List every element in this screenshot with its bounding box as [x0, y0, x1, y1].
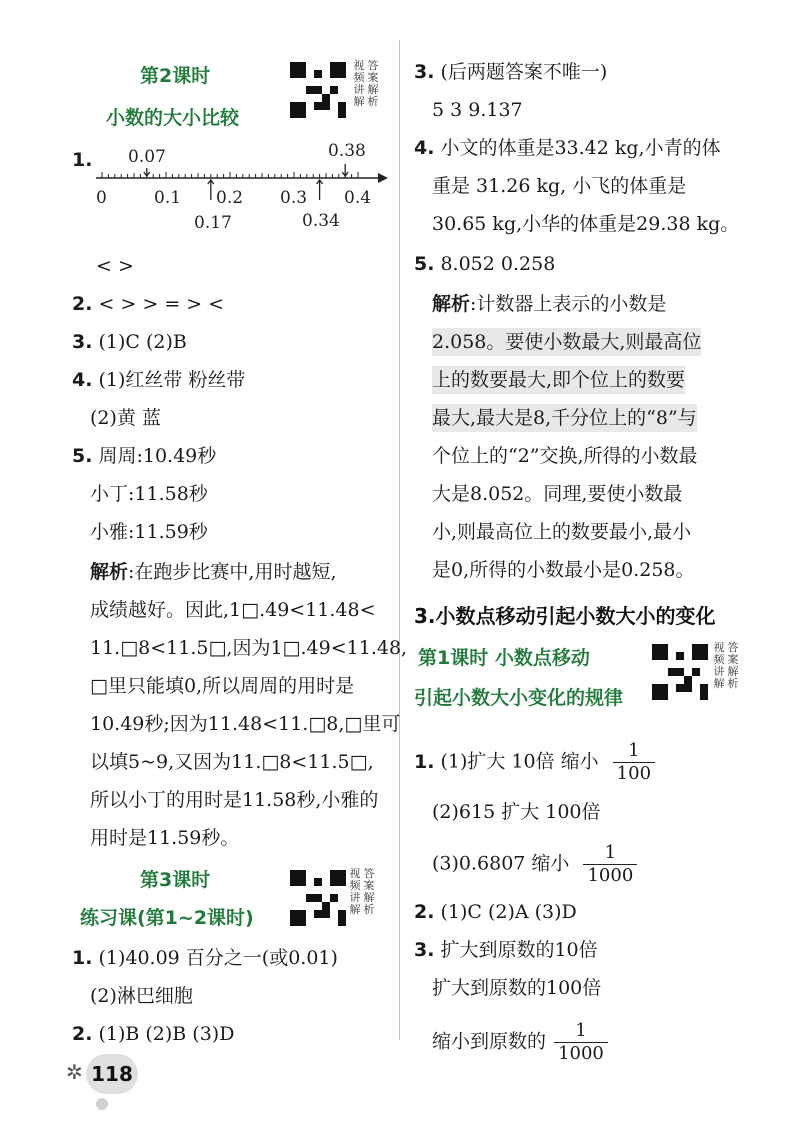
p2: 2. (1)B (2)B (3)D	[72, 1023, 235, 1045]
star-icon: ✲	[66, 1060, 83, 1084]
s3-line1: 3. 扩大到原数的10倍	[414, 939, 598, 961]
r-q3-line2: 5 3 9.137	[432, 99, 523, 121]
r-q5-analysis-2: 上的数要最大,即个位上的数要	[432, 366, 685, 394]
tick-label-0: 0	[96, 188, 107, 208]
label-below-1: 0.34	[302, 211, 340, 231]
label-above-1: 0.38	[328, 141, 366, 161]
r-q5-analysis-0: 解析:计数器上表示的小数是	[432, 293, 667, 315]
lesson3-topic: 练习课(第1~2课时)	[80, 907, 254, 929]
tick-label-4: 0.4	[344, 188, 372, 208]
p1-line1: 1. (1)40.09 百分之一(或0.01)	[72, 947, 338, 969]
marker-0.34	[317, 180, 323, 200]
r-q4-line1: 4. 小文的体重是33.42 kg,小青的体	[414, 137, 721, 159]
label-above-0: 0.07	[128, 147, 166, 167]
fraction-1-100: $\frac{1}{100}$	[613, 740, 655, 785]
q4-line2: (2)黄 蓝	[90, 407, 161, 429]
qr-label: 视 答 频 案 讲 解 解 析	[713, 641, 739, 690]
marker-0.07	[144, 168, 150, 176]
r-q5-analysis-1: 2.058。要使小数最大,则最高位	[432, 328, 701, 356]
tick-label-2: 0.2	[216, 188, 244, 208]
lesson2-topic: 小数的大小比较	[106, 107, 240, 129]
section-title: 3.小数点移动引起小数大小的变化	[414, 604, 716, 628]
q5-analysis-6: 所以小丁的用时是11.58秒,小雅的	[90, 789, 379, 811]
column-divider	[399, 40, 400, 1040]
qr-label: 视 答 频 案 讲 解 解 析	[349, 867, 375, 916]
fraction-1-1000-b: $\frac{1}{1000}$	[554, 1020, 608, 1065]
r-q5-analysis-3: 最大,最大是8,千分位上的“8”与	[432, 404, 697, 432]
s1-line2: (2)615 扩大 100倍	[432, 801, 601, 823]
s1-line3: (3)0.6807 缩小 $\frac{1}{1000}$	[432, 842, 637, 887]
qr-code-icon[interactable]	[290, 62, 346, 118]
s3-line2: 扩大到原数的100倍	[432, 977, 602, 999]
q5-analysis-5: 以填5~9,又因为11.□8<11.5□,	[90, 751, 374, 773]
q5-line1: 5. 周周:10.49秒	[72, 445, 217, 467]
q2: 2. < > > = > <	[72, 293, 225, 315]
q5-analysis-4: 10.49秒;因为11.48<11.□8,□里可	[90, 713, 401, 735]
decorative-dot	[96, 1098, 108, 1110]
lesson1-title: 第1课时 小数点移动	[418, 647, 590, 669]
q3: 3. (1)C (2)B	[72, 331, 187, 353]
qr-code-icon[interactable]	[290, 870, 346, 926]
r-q3-line1: 3. (后两题答案不唯一)	[414, 61, 608, 83]
q5-analysis-0: 解析:在跑步比赛中,用时越短,	[90, 561, 337, 583]
q5-line3: 小雅:11.59秒	[90, 521, 208, 543]
p1-line2: (2)淋巴细胞	[90, 985, 193, 1007]
number-line	[92, 138, 392, 242]
qr-code-icon[interactable]	[652, 644, 708, 700]
q5-analysis-2: 11.□8<11.5□,因为1□.49<11.48,	[90, 637, 408, 659]
lesson3-title: 第3课时	[140, 869, 211, 891]
r-q5-analysis-4: 个位上的“2”交换,所得的小数最	[432, 445, 698, 467]
marker-0.17	[208, 180, 214, 200]
q5-line2: 小丁:11.58秒	[90, 483, 208, 505]
s2: 2. (1)C (2)A (3)D	[414, 901, 577, 923]
q1-answer: < >	[96, 255, 134, 277]
qr-label: 视 答 频 案 讲 解 解 析	[353, 59, 379, 108]
q5-analysis-1: 成绩越好。因此,1□.49<11.48<	[90, 599, 376, 621]
r-q5-analysis-5: 大是8.052。同理,要使小数最	[432, 483, 683, 505]
q5-analysis-3: □里只能填0,所以周周的用时是	[90, 675, 355, 697]
lesson1-title2: 引起小数大小变化的规律	[414, 687, 624, 709]
label-below-0: 0.17	[194, 213, 232, 233]
q4-line1: 4. (1)红丝带 粉丝带	[72, 369, 246, 391]
fraction-1-1000: $\frac{1}{1000}$	[583, 842, 637, 887]
r-q4-line2: 重是 31.26 kg, 小飞的体重是	[432, 175, 687, 197]
q5-analysis-7: 用时是11.59秒。	[90, 827, 240, 849]
lesson2-title: 第2课时	[140, 65, 211, 87]
r-q5-analysis-7: 是0,所得的小数最小是0.258。	[432, 559, 695, 581]
s3-line3: 缩小到原数的 $\frac{1}{1000}$	[432, 1020, 608, 1065]
r-q5-analysis-6: 小,则最高位上的数要最小,最小	[432, 521, 692, 543]
r-q4-line3: 30.65 kg,小华的体重是29.38 kg。	[432, 213, 740, 235]
q1-number: 1.	[72, 149, 93, 171]
marker-0.38	[342, 164, 348, 176]
tick-label-3: 0.3	[280, 188, 308, 208]
tick-label-1: 0.1	[154, 188, 182, 208]
r-q5: 5. 8.052 0.258	[414, 253, 556, 275]
s1-line1: 1. (1)扩大 10倍 缩小 $\frac{1}{100}$	[414, 740, 655, 785]
page-number: 118	[86, 1054, 138, 1094]
